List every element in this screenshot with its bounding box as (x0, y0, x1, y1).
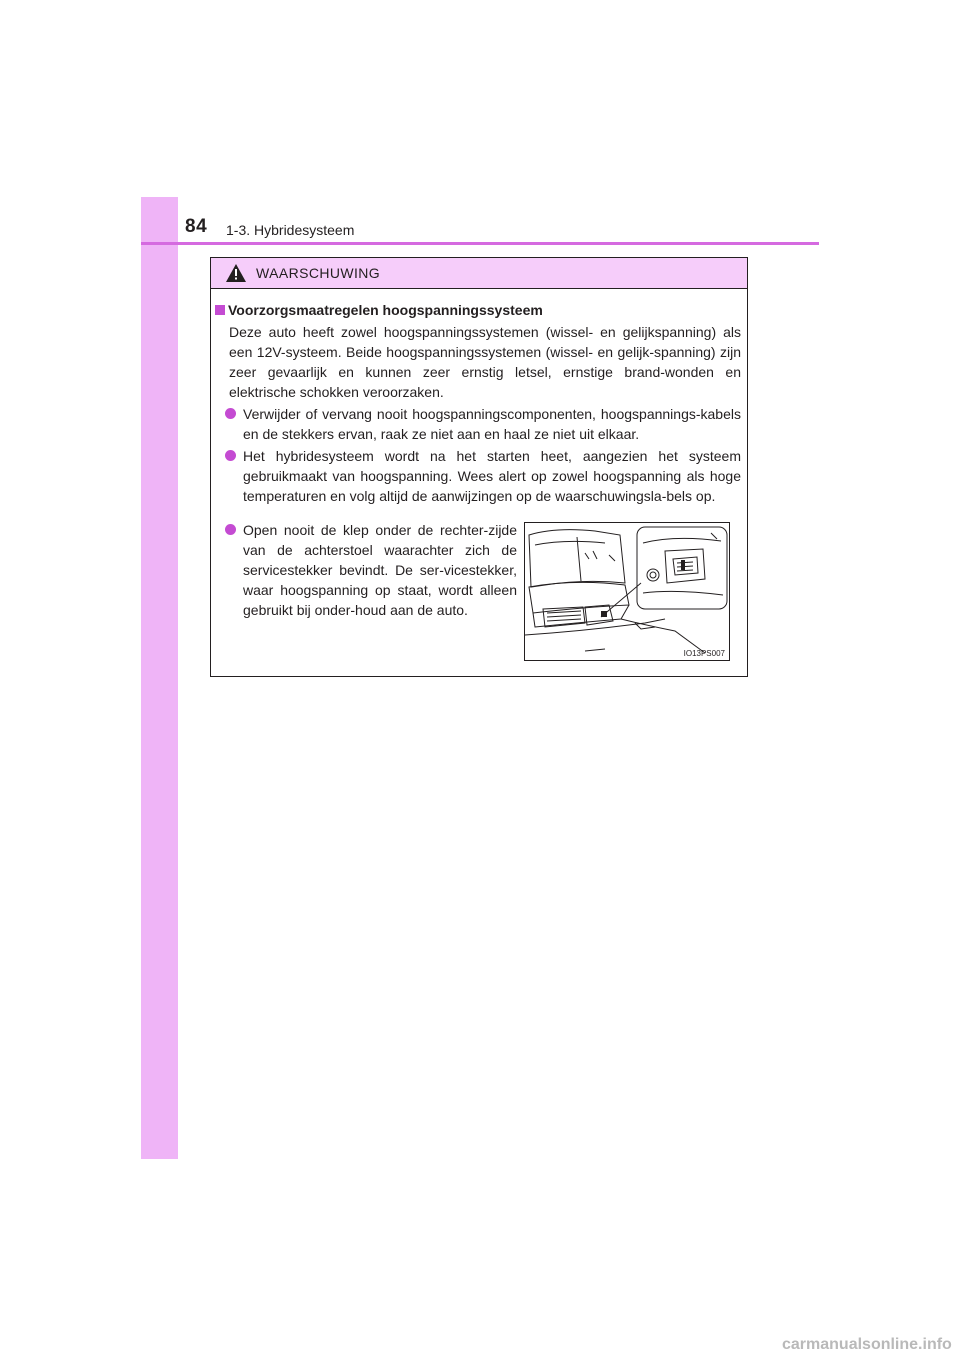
header-rule (141, 242, 819, 245)
rear-seat-illustration (525, 523, 730, 661)
warning-box (210, 257, 748, 677)
service-plug-illustration (524, 522, 730, 661)
bullet-dot-icon (225, 524, 236, 535)
bullet-item (225, 520, 517, 620)
bullet-text: Het hybridesysteem wordt na het starten heet, aangezien het systeem gebruikmaakt van hoogspanning. Wees alert op zowel hoogspanning als hoge temperaturen en volg altijd de aanwijzingen op de waarschuwingsla-bels op. (243, 448, 741, 504)
watermark: carmanualsonline.info (782, 1336, 952, 1353)
bullet-text: Verwijder of vervang nooit hoogspanningscomponenten, hoogspannings-kabels en de stekkers ervan, raak ze niet aan en haal ze niet uit elkaar. (243, 406, 741, 442)
bullet-dot-icon (225, 408, 236, 419)
warning-header (211, 258, 747, 289)
bullet-item (225, 446, 741, 506)
section-title: 1-3. Hybridesysteem (226, 222, 355, 238)
bullet-dot-icon (225, 450, 236, 461)
warning-title: WAARSCHUWING (256, 265, 381, 281)
figure-label: IO13PS007 (683, 649, 725, 658)
bullet-item (225, 404, 741, 444)
page-number: 84 (185, 216, 208, 237)
side-bar (141, 197, 178, 1159)
square-bullet-icon (215, 305, 225, 315)
intro-paragraph: Deze auto heeft zowel hoogspanningssystemen (wissel- en gelijkspanning) als een 12V-systeem. Beide hoogspanningssystemen (wissel- en gelijk-spanning) zijn zeer gevaarlijk en kunnen zeer ernstig letsel, ernstige brand-wonden en elektrische schokken veroorzaken. (229, 324, 741, 400)
subsection-heading (215, 302, 543, 318)
bullet-text: Open nooit de klep onder de rechter-zijde van de achterstoel waarachter zich de servicestekker bevindt. De ser-vicestekker, waar hoogspanning op staat, wordt alleen gebruikt bij onder-houd aan de auto. (243, 522, 517, 618)
warning-triangle-icon (226, 264, 246, 282)
subsection-title: Voorzorgsmaatregelen hoogspanningssysteem (228, 302, 543, 318)
